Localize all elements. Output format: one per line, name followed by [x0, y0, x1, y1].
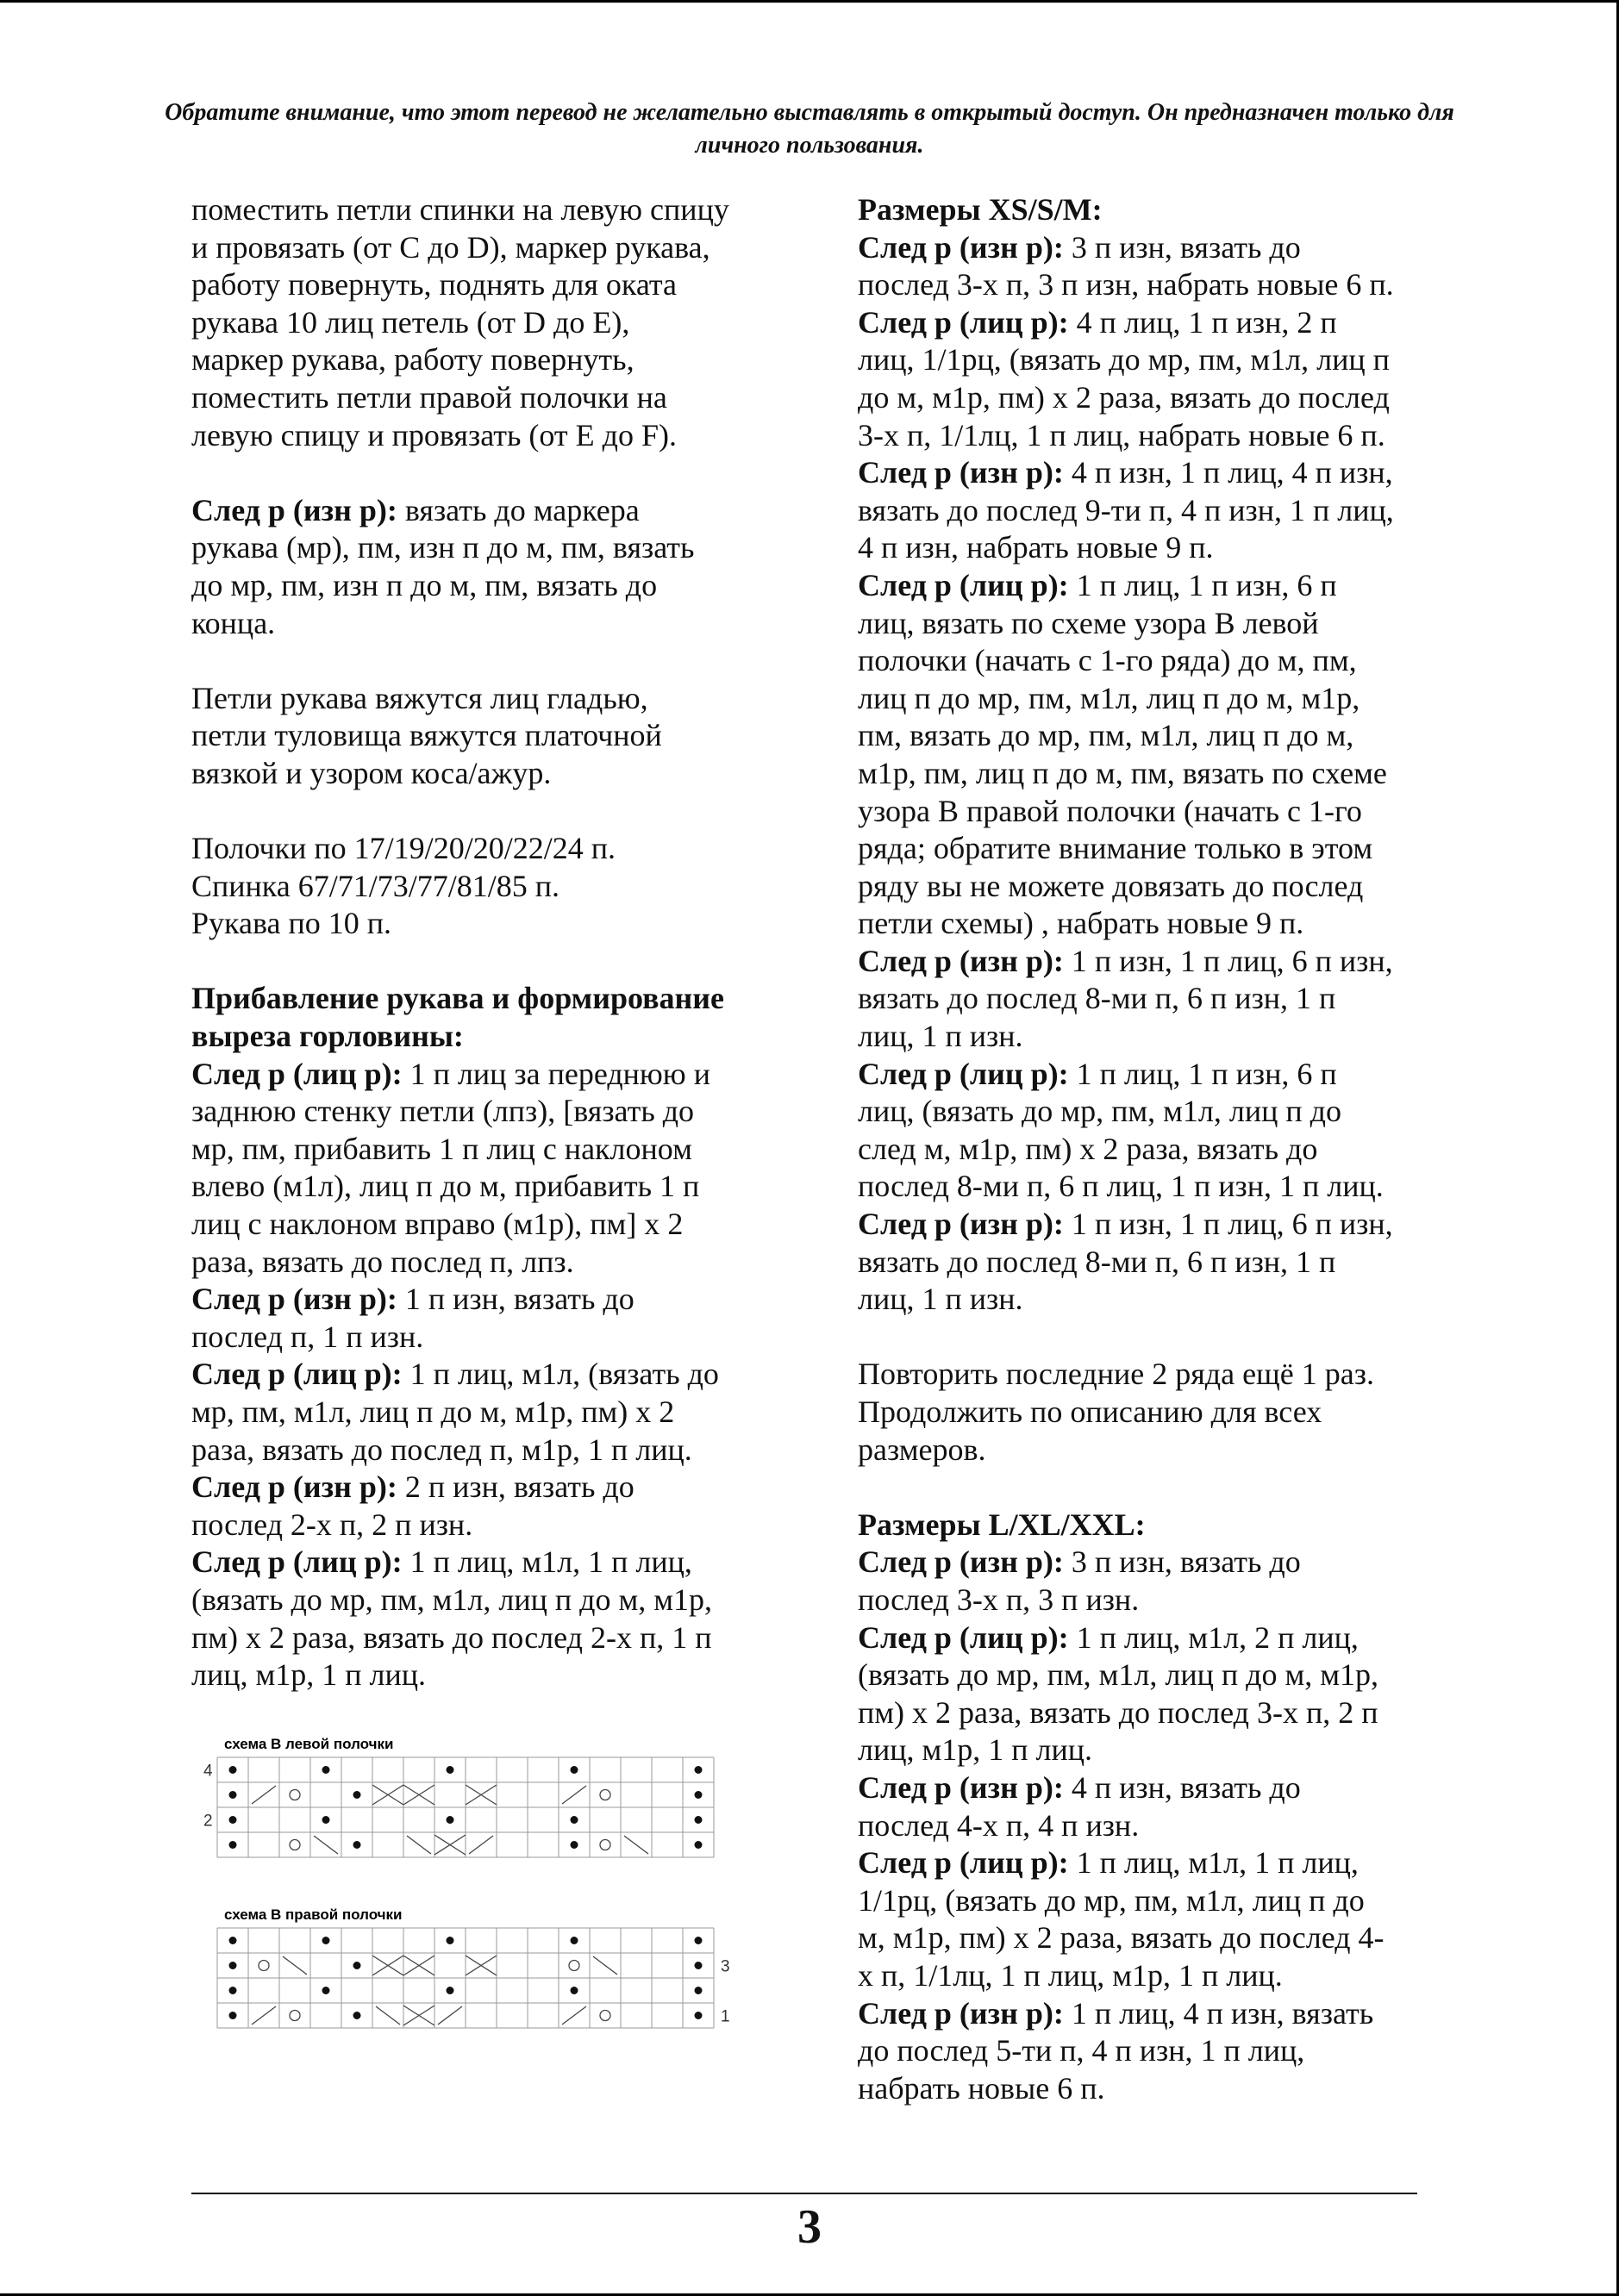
row-heading: След р (лиц р):: [191, 1357, 403, 1392]
purl-symbol: [571, 1841, 578, 1849]
paragraph: [858, 1206, 1461, 1319]
yarn-over-symbol: [259, 1961, 269, 1971]
yarn-over-symbol: [600, 1790, 610, 1800]
left-front-chart: [198, 1735, 750, 1866]
paragraph: [191, 191, 795, 454]
purl-symbol: [571, 1937, 578, 1944]
paragraph-text: 1 п лиц, м1л, 2 п лиц, (вязать до мр, пм, м1л, лиц п до м, м1р, пм) х 2 раза, вязать до послед 3-х п, 2 п лиц, м1р, 1 п лиц.: [858, 1619, 1379, 1768]
purl-symbol: [322, 1766, 330, 1774]
row-number: 1: [721, 2007, 730, 2026]
purl-symbol: [695, 1766, 703, 1774]
paragraph: [858, 304, 1461, 454]
paragraph-text: 2 п изн, вязать до послед 2-х п, 2 п изн.: [191, 1469, 634, 1542]
paragraph: [191, 1056, 795, 1282]
paragraph-text: 4 п изн, 1 п лиц, 4 п изн, вязать до послед 9-ти п, 4 п изн, 1 п лиц, 4 п изн, набрать новые 9 п.: [858, 455, 1394, 565]
paragraph-text: 1 п лиц, м1л, (вязать до мр, пм, м1л, лиц п до м, м1р, пм) х 2 раза, вязать до послед п, м1р, 1 п лиц.: [191, 1357, 719, 1467]
row-heading: След р (изн р):: [858, 1544, 1064, 1580]
row-heading: След р (изн р):: [191, 1282, 397, 1317]
paragraph-text: вязать до маркера рукава (мр), пм, изн п до м, пм, вязать до мр, пм, изн п до м, пм, вязать до конца.: [191, 492, 695, 640]
purl-symbol: [353, 1791, 361, 1799]
row-heading: След р (лиц р):: [858, 567, 1069, 602]
paragraph: [858, 1619, 1461, 1769]
purl-symbol: [229, 1841, 237, 1849]
k2tog-symbol: [252, 2006, 276, 2025]
chart-grid: [217, 1757, 714, 1857]
yarn-over-symbol: [290, 2011, 300, 2021]
private-use-notice: Обратите внимание, что этот перевод не желательно выставлять в открытый доступ. Он предназначен только для личного пользования.: [165, 99, 1454, 159]
purl-symbol: [322, 1816, 330, 1824]
paragraph: [858, 191, 1461, 229]
footer-rule: [191, 2193, 1417, 2194]
ssk-symbol: [624, 1836, 648, 1854]
row-heading: След р (лиц р):: [191, 1056, 403, 1091]
right-front-chart: [198, 1906, 750, 2037]
page-border-top: [0, 0, 1619, 3]
purl-symbol: [695, 2012, 703, 2019]
purl-symbol: [695, 1962, 703, 1969]
purl-symbol: [695, 1816, 703, 1824]
cable-cross-symbol: [434, 1835, 466, 1855]
cable-cross-symbol: [403, 1785, 434, 1805]
purl-symbol: [322, 1937, 330, 1944]
left-text-column: [191, 191, 795, 1694]
row-heading: След р (изн р):: [858, 229, 1064, 265]
row-number: 2: [203, 1812, 213, 1831]
paragraph: [858, 1056, 1461, 1206]
yarn-over-symbol: [290, 1840, 300, 1850]
row-heading: След р (изн р):: [858, 1769, 1064, 1805]
paragraph-text: 1 п изн, 1 п лиц, 6 п изн, вязать до послед 8-ми п, 6 п изн, 1 п лиц, 1 п изн.: [858, 943, 1393, 1054]
yarn-over-symbol: [290, 1790, 300, 1800]
purl-symbol: [229, 1987, 237, 1994]
paragraph-text: 1 п лиц, 1 п изн, 6 п лиц, вязать по схеме узора В левой полочки (начать с 1-го ряда) до м, пм, лиц п до мр, пм, м1л, лиц п до м, м1р, пм, вязать до мр, пм, м1л, лиц п до м, м1р, пм, лиц п до м, пм, вязать по схеме узора В правой полочки (начать с 1-го ряда; обратите внимание только в этом ряду вы не можете довязать до послед петли схемы) , набрать новые 9 п.: [858, 567, 1387, 941]
paragraph-text: 1 п лиц, м1л, 1 п лиц, (вязать до мр, пм, м1л, лиц п до м, м1р, пм) х 2 раза, вязать до послед 2-х п, 1 п лиц, м1р, 1 п лиц.: [191, 1544, 713, 1693]
paragraph-gap: [858, 1469, 1461, 1507]
cable-cross-symbol: [403, 2006, 434, 2025]
row-heading: След р (изн р):: [191, 1469, 397, 1505]
paragraph-text: 1 п лиц, 4 п изн, вязать до послед 5-ти п, 4 п изн, 1 п лиц, набрать новые 6 п.: [858, 1995, 1374, 2106]
chart-grid: [217, 1928, 714, 2028]
ssk-symbol: [407, 1836, 431, 1854]
paragraph-text: Петли рукава вяжутся лиц гладью, петли туловища вяжутся платочной вязкой и узором коса/ажур.: [191, 680, 662, 790]
paragraph: [191, 1356, 795, 1469]
paragraph-text: поместить петли спинки на левую спицу и провязать (от C до D), маркер рукава, работу повернуть, поднять для оката рукава 10 лиц петель (от D до E), маркер рукава, работу повернуть, поместить петли правой полочки на левую спицу и провязать (от E до F).: [191, 192, 729, 452]
purl-symbol: [353, 2012, 361, 2019]
paragraph: [191, 1469, 795, 1544]
row-number: 3: [721, 1957, 730, 1976]
row-heading: След р (изн р):: [858, 1207, 1064, 1242]
chart-title: схема В левой полочки: [224, 1736, 394, 1752]
purl-symbol: [353, 1962, 361, 1969]
purl-symbol: [353, 1841, 361, 1849]
row-heading: След р (лиц р):: [858, 1056, 1069, 1091]
purl-symbol: [229, 1766, 237, 1774]
paragraph: [191, 1544, 795, 1694]
row-heading: След р (лиц р):: [858, 1845, 1069, 1881]
yarn-over-symbol: [569, 1961, 579, 1971]
purl-symbol: [229, 1962, 237, 1969]
row-heading: След р (изн р):: [858, 1995, 1064, 2031]
paragraph-text: 4 п лиц, 1 п изн, 2 п лиц, 1/1рц, (вязать до мр, пм, м1л, лиц п до м, м1р, пм) х 2 раза, вязать до послед 3-х п, 1/1лц, 1 п лиц, набрать новые 6 п.: [858, 304, 1390, 452]
row-heading: След р (лиц р):: [858, 304, 1069, 340]
paragraph-text: 1 п лиц, 1 п изн, 6 п лиц, (вязать до мр, пм, м1л, лиц п до след м, м1р, пм) х 2 раза, вязать до послед 8-ми п, 6 п лиц, 1 п изн, 1 п лиц.: [858, 1056, 1384, 1204]
ssk-symbol: [283, 1956, 307, 1975]
left-front-chart-svg: [198, 1735, 750, 1866]
paragraph-gap: [858, 1319, 1461, 1357]
k2tog-symbol: [562, 2006, 586, 2025]
paragraph-text: 1 п лиц за переднюю и заднюю стенку петли (лпз), [вязать до мр, пм, прибавить 1 п лиц с наклоном влево (м1л), лиц п до м, прибавить 1 п лиц с наклоном вправо (м1р), пм] х 2 раза, вязать до послед п, лпз.: [191, 1056, 710, 1279]
paragraph: [858, 567, 1461, 943]
paragraph-text: 1 п лиц, м1л, 1 п лиц, 1/1рц, (вязать до мр, пм, м1л, лиц п до м, м1р, пм) х 2 раза, вязать до послед 4- х п, 1/1лц, 1 п лиц, м1р, 1 п лиц.: [858, 1845, 1385, 1993]
paragraph: [858, 943, 1461, 1056]
paragraph: [191, 980, 795, 1055]
paragraph: [858, 1769, 1461, 1844]
paragraph-text: Повторить последние 2 ряда ещё 1 раз. Продолжить по описанию для всех размеров.: [858, 1357, 1374, 1467]
row-number: 4: [203, 1762, 213, 1781]
purl-symbol: [695, 1987, 703, 1994]
purl-symbol: [571, 1816, 578, 1824]
page-number: 3: [797, 2200, 822, 2254]
paragraph-text: Полочки по 17/19/20/20/22/24 п. Спинка 67/71/73/77/81/85 п. Рукава по 10 п.: [191, 831, 616, 941]
purl-symbol: [571, 1766, 578, 1774]
k2tog-symbol: [252, 1786, 276, 1804]
paragraph-gap: [191, 642, 795, 680]
cable-cross-symbol: [466, 1785, 497, 1805]
k2tog-symbol: [469, 1836, 493, 1854]
purl-symbol: [229, 2012, 237, 2019]
purl-symbol: [229, 1791, 237, 1799]
paragraph: [858, 1544, 1461, 1619]
cable-cross-symbol: [372, 1956, 403, 1975]
k2tog-symbol: [438, 2006, 462, 2025]
purl-symbol: [229, 1937, 237, 1944]
paragraph: [191, 492, 795, 642]
purl-symbol: [695, 1937, 703, 1944]
purl-symbol: [695, 1791, 703, 1799]
row-heading: След р (лиц р):: [191, 1544, 403, 1580]
purl-symbol: [447, 1987, 454, 1994]
paragraph: [858, 1507, 1461, 1544]
purl-symbol: [447, 1816, 454, 1824]
purl-symbol: [322, 1987, 330, 1994]
row-heading: Прибавление рукава и формирование выреза горловины:: [191, 981, 724, 1054]
paragraph: [858, 1995, 1461, 2108]
chart-title: схема В правой полочки: [224, 1906, 403, 1923]
paragraph-gap: [191, 793, 795, 831]
cable-cross-symbol: [466, 1956, 497, 1975]
cable-cross-symbol: [372, 1785, 403, 1805]
paragraph-text: 4 п изн, вязать до послед 4-х п, 4 п изн.: [858, 1769, 1301, 1843]
paragraph: [858, 454, 1461, 567]
purl-symbol: [695, 1841, 703, 1849]
right-front-chart-svg: [198, 1906, 750, 2037]
right-text-column: [858, 191, 1461, 2107]
paragraph-gap: [191, 454, 795, 492]
ssk-symbol: [376, 2006, 400, 2025]
paragraph-text: 1 п изн, вязать до послед п, 1 п изн.: [191, 1282, 634, 1354]
row-heading: След р (лиц р):: [858, 1619, 1069, 1655]
paragraph: [858, 1844, 1461, 1994]
row-heading: След р (изн р):: [858, 455, 1064, 490]
ssk-symbol: [314, 1836, 338, 1854]
purl-symbol: [571, 1987, 578, 1994]
paragraph: [191, 830, 795, 943]
paragraph-text: 3 п изн, вязать до послед 3-х п, 3 п изн, набрать новые 6 п.: [858, 229, 1394, 303]
paragraph-text: 1 п изн, 1 п лиц, 6 п изн, вязать до послед 8-ми п, 6 п изн, 1 п лиц, 1 п изн.: [858, 1207, 1393, 1317]
paragraph: [858, 1356, 1461, 1469]
paragraph-text: 3 п изн, вязать до послед 3-х п, 3 п изн.: [858, 1544, 1301, 1617]
paragraph: [191, 1281, 795, 1356]
paragraph: [191, 680, 795, 793]
ssk-symbol: [593, 1956, 617, 1975]
k2tog-symbol: [562, 1786, 586, 1804]
row-heading: След р (изн р):: [191, 492, 397, 527]
paragraph: [858, 229, 1461, 304]
cable-cross-symbol: [403, 1956, 434, 1975]
row-heading: Размеры L/XL/XXL:: [858, 1507, 1146, 1542]
yarn-over-symbol: [600, 2011, 610, 2021]
purl-symbol: [447, 1937, 454, 1944]
purl-symbol: [447, 1766, 454, 1774]
row-heading: Размеры XS/S/M:: [858, 192, 1103, 227]
purl-symbol: [229, 1816, 237, 1824]
paragraph-gap: [191, 943, 795, 981]
yarn-over-symbol: [600, 1840, 610, 1850]
row-heading: След р (изн р):: [858, 943, 1064, 978]
